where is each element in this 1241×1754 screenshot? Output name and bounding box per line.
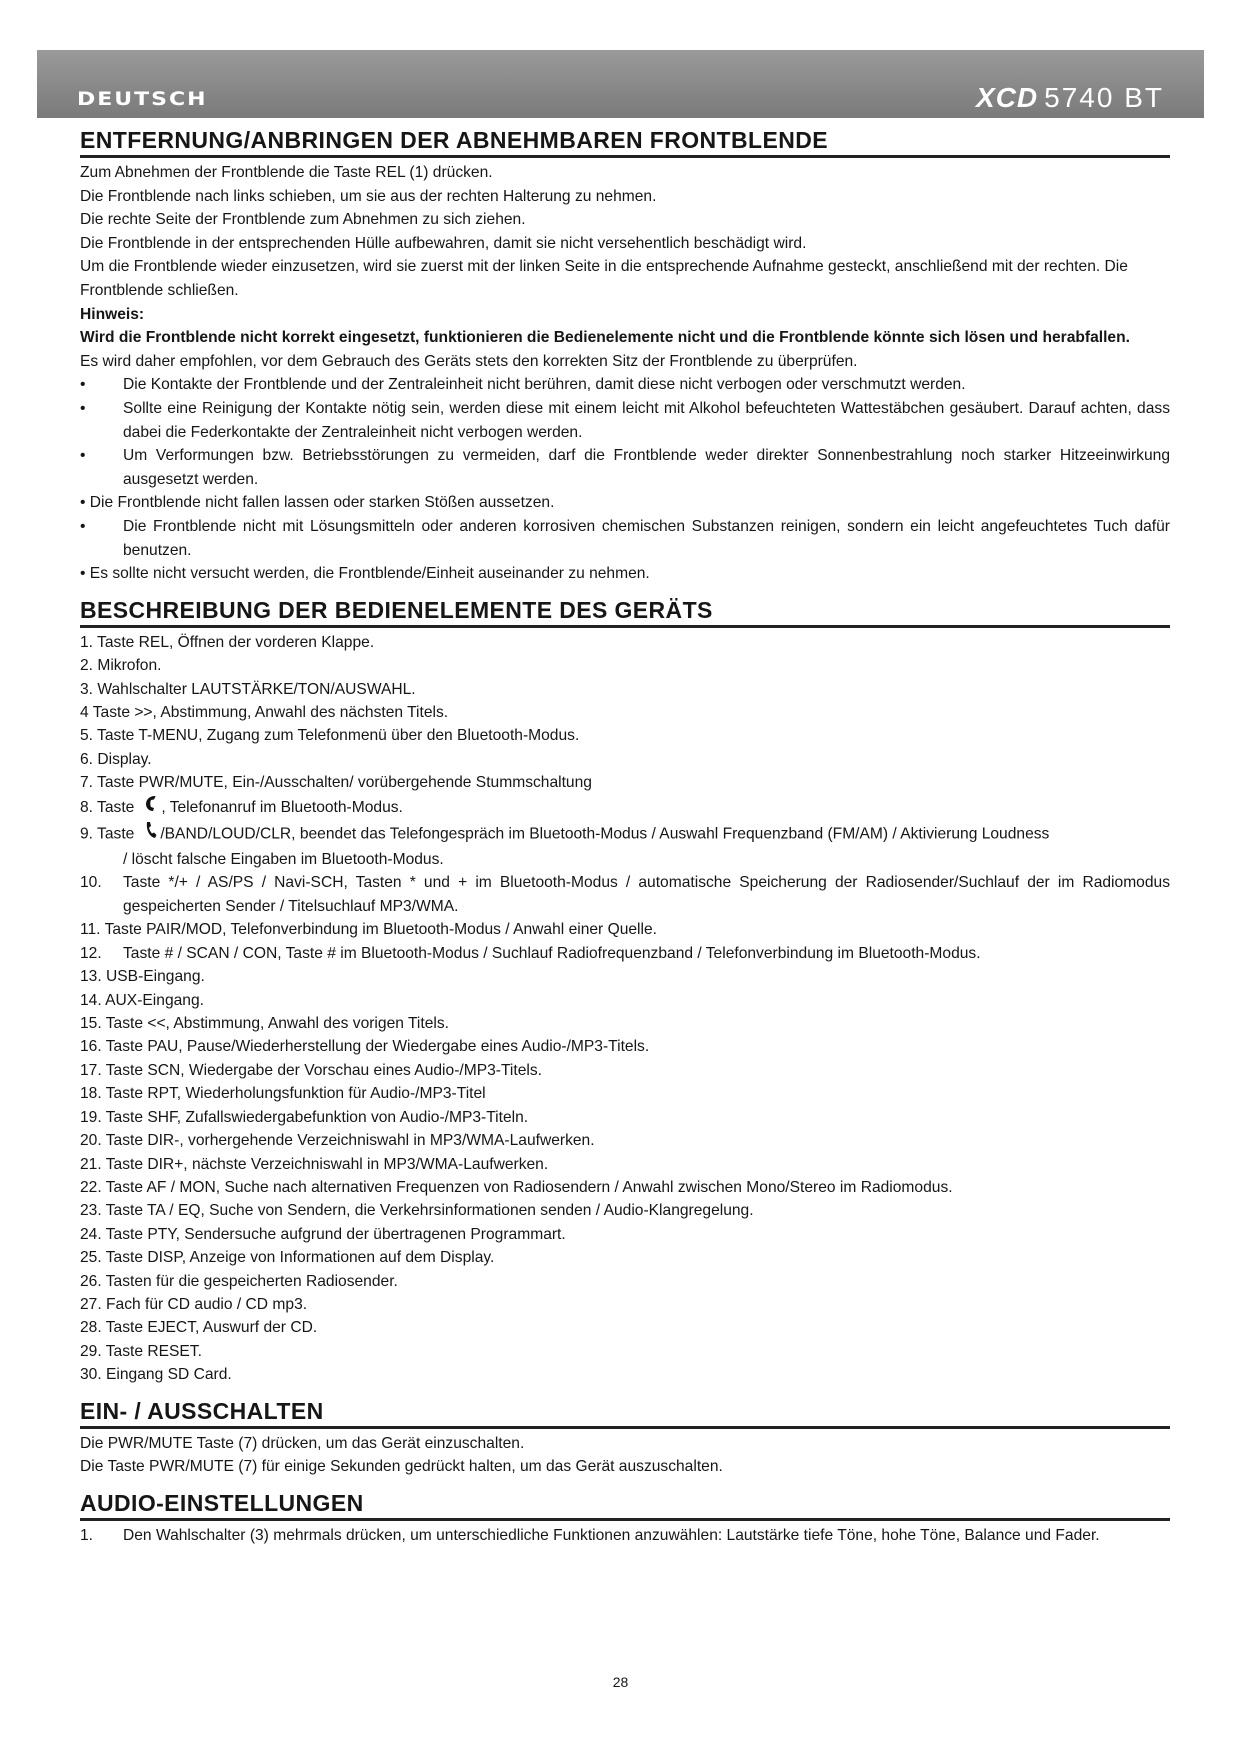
bullet-item bbox=[80, 397, 1170, 444]
bullet-mark: • bbox=[80, 376, 86, 394]
note-label: Hinweis: bbox=[80, 305, 145, 323]
item8-suffix: , Telefonanruf im Bluetooth-Modus. bbox=[161, 798, 403, 816]
control-list-item: 2. Mikrofon. bbox=[80, 657, 162, 675]
item-number: 12. bbox=[80, 944, 102, 962]
model-name-brand: XCD bbox=[976, 82, 1039, 113]
bullet-item bbox=[80, 373, 1170, 397]
paragraph: Zum Abnehmen der Frontblende die Taste REL (1) drücken. bbox=[80, 164, 493, 181]
control-list-item: 18. Taste RPT, Wiederholungsfunktion für Audio-/MP3-Titel bbox=[80, 1085, 486, 1103]
control-list-item: 21. Taste DIR+, nächste Verzeichniswahl in MP3/WMA-Laufwerken. bbox=[80, 1155, 549, 1173]
paragraph: Es wird daher empfohlen, vor dem Gebrauch des Geräts stets den korrekten Sitz der Frontblende zu überprüfen. bbox=[80, 352, 858, 370]
control-list-item-cont: / löscht falsche Eingaben im Bluetooth-Modus. bbox=[123, 850, 444, 868]
control-list-item: 28. Taste EJECT, Auswurf der CD. bbox=[80, 1319, 318, 1337]
control-list-item: 7. Taste PWR/MUTE, Ein-/Ausschalten/ vorübergehende Stummschaltung bbox=[80, 774, 592, 792]
control-list-item: 6. Display. bbox=[80, 750, 152, 768]
language-label: DEUTSCH bbox=[77, 88, 208, 111]
paragraph: Die rechte Seite der Frontblende zum Abnehmen zu sich ziehen. bbox=[80, 211, 526, 229]
control-list-item: 13. USB-Eingang. bbox=[80, 968, 205, 986]
bullet-mark: • bbox=[80, 447, 86, 465]
paragraph: Die PWR/MUTE Taste (7) drücken, um das Gerät einzuschalten. bbox=[80, 1434, 525, 1452]
control-list-item: 11. Taste PAIR/MOD, Telefonverbindung im Bluetooth-Modus / Anwahl einer Quelle. bbox=[80, 921, 657, 939]
control-list-item: 20. Taste DIR-, vorhergehende Verzeichniswahl in MP3/WMA-Laufwerken. bbox=[80, 1132, 595, 1150]
phone-hangup-icon bbox=[144, 821, 157, 848]
control-list-item: 17. Taste SCN, Wiedergabe der Vorschau eines Audio-/MP3-Titels. bbox=[80, 1061, 542, 1079]
control-list-item bbox=[80, 942, 1170, 966]
control-list-item: 4 Taste >>, Abstimmung, Anwahl des nächsten Titels. bbox=[80, 703, 449, 721]
phone-call-icon bbox=[144, 795, 158, 821]
control-list-item: 3. Wahlschalter LAUTSTÄRKE/TON/AUSWAHL. bbox=[80, 680, 416, 698]
page-header-bar bbox=[37, 50, 1204, 118]
section-title-audio: AUDIO-EINSTELLUNGEN bbox=[80, 1489, 1170, 1521]
section-title-ein-ausschalten: EIN- / AUSSCHALTEN bbox=[80, 1397, 1170, 1429]
control-list-item: 14. AUX-Eingang. bbox=[80, 991, 204, 1009]
bullet-text: Die Frontblende nicht mit Lösungsmitteln oder anderen korrosiven chemischen Substanzen reinigen, sondern ein leicht angefeuchtetes Tuch dafür benutzen. bbox=[123, 517, 1170, 559]
inline-bullet: • Es sollte nicht versucht werden, die Frontblende/Einheit auseinander zu nehmen. bbox=[80, 565, 650, 583]
bullet-item bbox=[80, 444, 1170, 491]
bullet-mark: • bbox=[80, 517, 86, 535]
audio-list-item bbox=[80, 1524, 1170, 1548]
control-list-item: 19. Taste SHF, Zufallswiedergabefunktion von Audio-/MP3-Titeln. bbox=[80, 1108, 529, 1126]
item9-prefix: 9. Taste bbox=[80, 825, 135, 843]
control-list-item: 25. Taste DISP, Anzeige von Informationen auf dem Display. bbox=[80, 1249, 495, 1267]
control-list-item: 29. Taste RESET. bbox=[80, 1342, 202, 1360]
control-list-item: 15. Taste <<, Abstimmung, Anwahl des vorigen Titels. bbox=[80, 1015, 449, 1033]
item-text: Den Wahlschalter (3) mehrmals drücken, um unterschiedliche Funktionen anzuwählen: Lautstärke tiefe Töne, hohe Töne, Balance und Fader. bbox=[123, 1526, 1100, 1544]
control-list-item: 26. Tasten für die gespeicherten Radiosender. bbox=[80, 1272, 398, 1290]
item-number: 1. bbox=[80, 1526, 94, 1544]
control-list-item bbox=[80, 795, 1170, 821]
section-title-bedienelemente: BESCHREIBUNG DER BEDIENELEMENTE DES GERÄTS bbox=[80, 596, 1170, 628]
control-list-item: 27. Fach für CD audio / CD mp3. bbox=[80, 1295, 308, 1313]
bullet-text: Um Verformungen bzw. Betriebsstörungen zu vermeiden, darf die Frontblende weder direkter Sonnenbestrahlung noch starker Hitzeeinwirkung ausgesetzt werden. bbox=[123, 447, 1170, 488]
page-content bbox=[80, 126, 1170, 1547]
bullet-text: Sollte eine Reinigung der Kontakte nötig sein, werden diese mit einem leicht mit Alkohol befeuchteten Wattestäbchen gesäubert. Darauf achten, dass dabei die Federkontakte der Zentraleinheit nicht verbogen werden. bbox=[123, 399, 1170, 441]
item-number: 10. bbox=[80, 874, 102, 892]
page-number: 28 bbox=[612, 1674, 629, 1690]
control-list-item: 5. Taste T-MENU, Zugang zum Telefonmenü über den Bluetooth-Modus. bbox=[80, 727, 580, 745]
control-list-item bbox=[80, 871, 1170, 918]
item8-prefix: 8. Taste bbox=[80, 798, 135, 816]
note-text: Wird die Frontblende nicht korrekt eingesetzt, funktionieren die Bedienelemente nicht und die Frontblende könnte sich lösen und herabfallen. bbox=[80, 329, 1130, 347]
item-text: Taste */+ / AS/PS / Navi-SCH, Tasten * und + im Bluetooth-Modus / automatische Speicherung der Radiosender/Suchlauf der im Radiomodus gespeicherten Sender / Titelsuchlauf MP3/WMA. bbox=[123, 874, 1170, 915]
paragraph: Um die Frontblende wieder einzusetzen, wird sie zuerst mit der linken Seite in die entsprechende Aufnahme gesteckt, anschließend mit der rechten. Die Frontblende schließen. bbox=[80, 258, 1128, 299]
model-name-number: 5740 BT bbox=[1044, 82, 1164, 113]
paragraph: Die Frontblende in der entsprechenden Hülle aufbewahren, damit sie nicht versehentlich beschädigt wird. bbox=[80, 234, 807, 252]
paragraph: Die Frontblende nach links schieben, um sie aus der rechten Halterung zu nehmen. bbox=[80, 187, 657, 205]
control-list-item: 22. Taste AF / MON, Suche nach alternativen Frequenzen von Radiosendern / Anwahl zwischen Mono/Stereo im Radiomodus. bbox=[80, 1178, 953, 1196]
item9-suffix: /BAND/LOUD/CLR, beendet das Telefongespräch im Bluetooth-Modus / Auswahl Frequenzband (FM/AM) / Aktivierung Loudness bbox=[160, 825, 1050, 843]
model-name bbox=[976, 82, 1164, 114]
paragraph: Die Taste PWR/MUTE (7) für einige Sekunden gedrückt halten, um das Gerät auszuschalten. bbox=[80, 1458, 723, 1476]
control-list-item: 16. Taste PAU, Pause/Wiederherstellung der Wiedergabe eines Audio-/MP3-Titels. bbox=[80, 1038, 650, 1056]
control-list-item: 24. Taste PTY, Sendersuche aufgrund der übertragenen Programmart. bbox=[80, 1225, 566, 1243]
control-list-item: 23. Taste TA / EQ, Suche von Sendern, die Verkehrsinformationen senden / Audio-Klangregelung. bbox=[80, 1202, 754, 1220]
inline-bullet: • Die Frontblende nicht fallen lassen oder starken Stößen aussetzen. bbox=[80, 494, 555, 512]
section-title-frontblende: ENTFERNUNG/ANBRINGEN DER ABNEHMBAREN FRONTBLENDE bbox=[80, 126, 1170, 158]
control-list-item: 30. Eingang SD Card. bbox=[80, 1366, 232, 1384]
bullet-mark: • bbox=[80, 399, 86, 417]
bullet-text: Die Kontakte der Frontblende und der Zentraleinheit nicht berühren, damit diese nicht verbogen oder verschmutzt werden. bbox=[123, 376, 966, 394]
item-text: Taste # / SCAN / CON, Taste # im Bluetooth-Modus / Suchlauf Radiofrequenzband / Telefonverbindung im Bluetooth-Modus. bbox=[123, 944, 981, 962]
control-list-item bbox=[80, 821, 1170, 848]
bullet-item bbox=[80, 515, 1170, 562]
control-list-item: 1. Taste REL, Öffnen der vorderen Klappe. bbox=[80, 633, 375, 651]
